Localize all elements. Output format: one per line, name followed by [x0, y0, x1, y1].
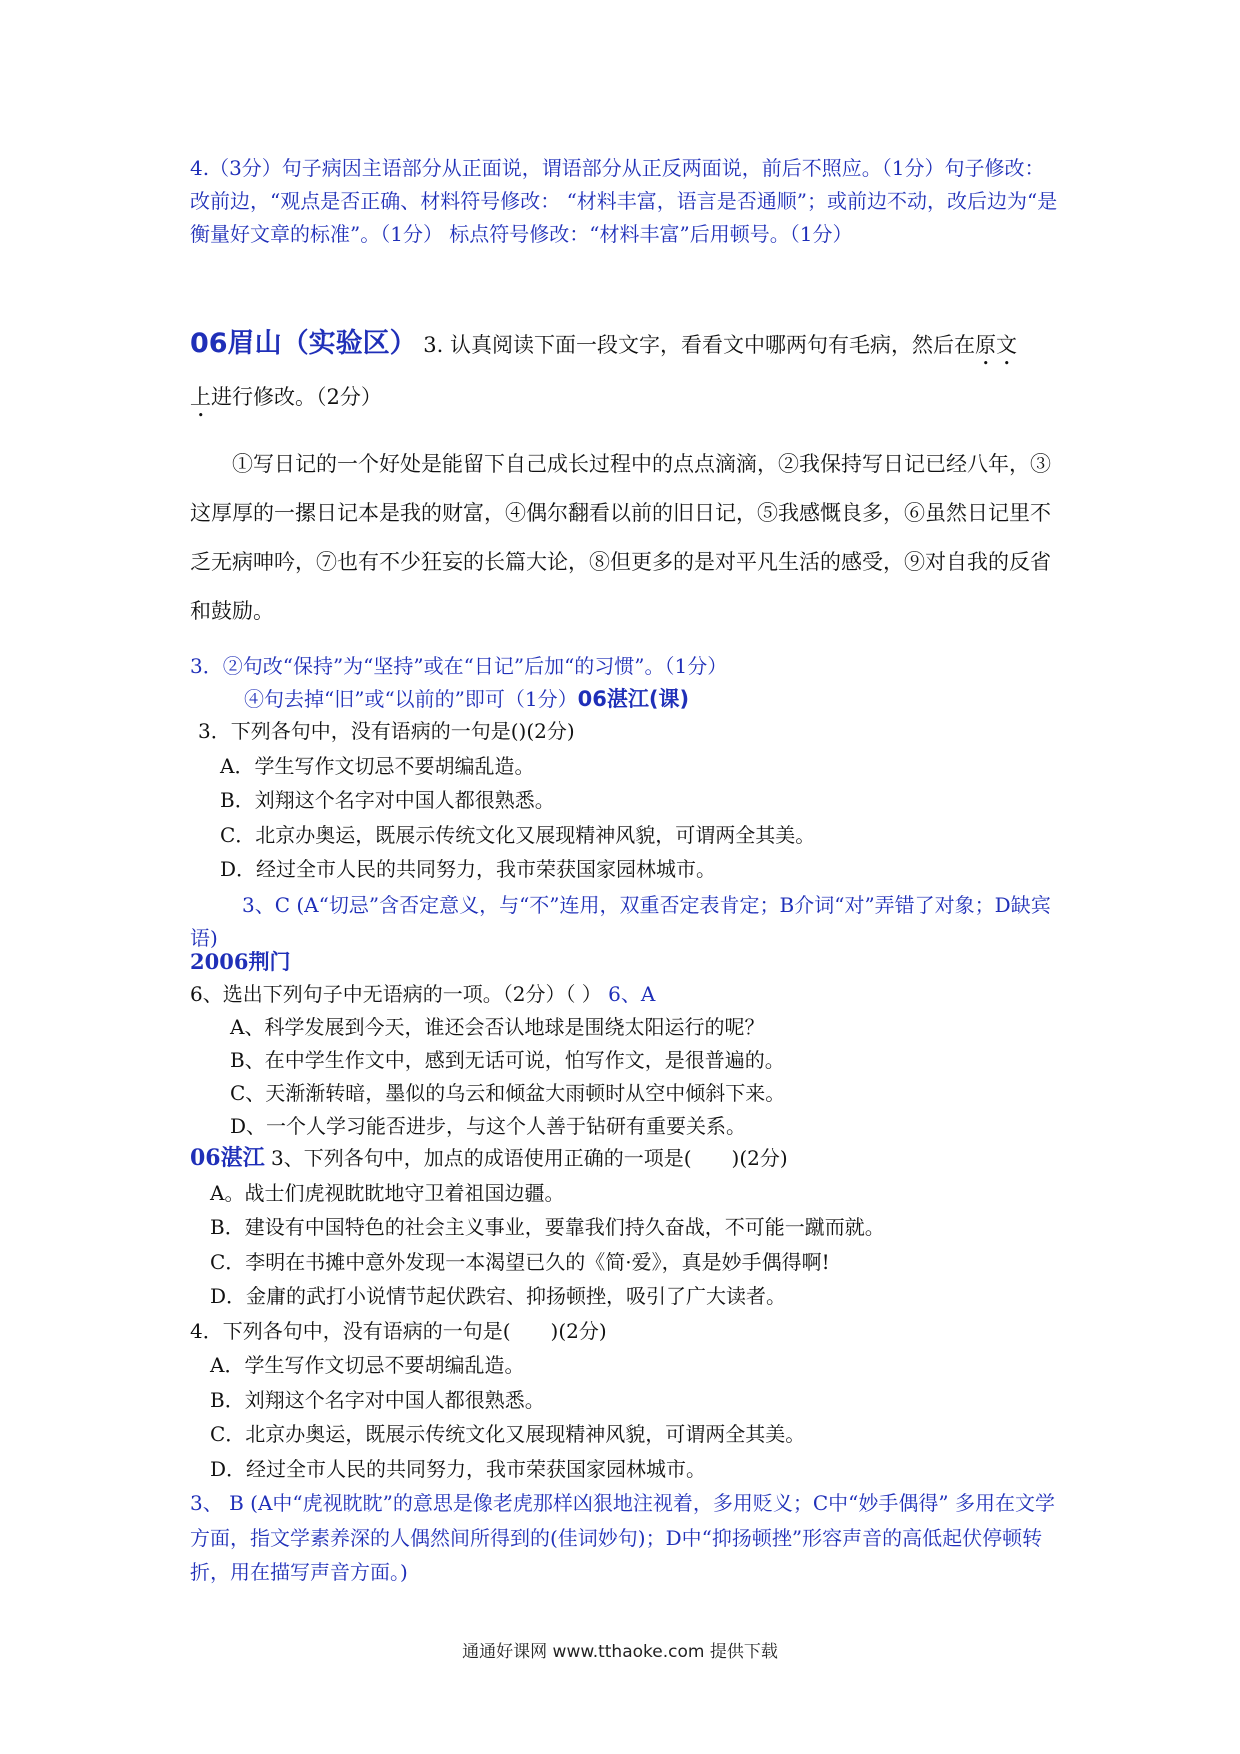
zhanjiang-ke-question: 3．下列各句中，没有语病的一句是()(2分) — [198, 719, 575, 743]
zhanjiang-option-b: B．建设有中国特色的社会主义事业，要靠我们持久奋战，不可能一蹴而就。 — [210, 1215, 885, 1239]
meishan-question-b: 进行修改。（2分） — [211, 385, 382, 409]
meishan-answer-line2-row — [190, 683, 1060, 716]
jingmen-option-d: D、一个人学习能否进步，与这个人善于钻研有重要关系。 — [230, 1114, 747, 1138]
zhanjiang-q2-option-a: A．学生写作文切忌不要胡编乱造。 — [210, 1353, 525, 1377]
zhanjiang-answer: 3、 B (A中“虎视眈眈”的意思是像老虎那样凶狠地注视着，多用贬义；C中“妙手偶得” 多用在文学方面，指文学素养深的人偶然间所得到的(佳词妙句)；D中“抑扬顿挫”形容声音的高低起伏停顿转折，用在描写声音方面。) — [190, 1491, 1055, 1584]
zhanjiang-q2-option-b: B．刘翔这个名字对中国人都很熟悉。 — [210, 1387, 545, 1412]
zhanjiang-ke-option-d: D．经过全市人民的共同努力，我市荣获国家园林城市。 — [220, 857, 717, 881]
zhanjiang-question: 3、下列各句中，加点的成语使用正确的一项是( )(2分) — [270, 1146, 788, 1170]
zhanjiang-ke-option-b: B．刘翔这个名字对中国人都很熟悉。 — [220, 788, 555, 812]
zhanjiang-option-c: C．李明在书摊中意外发现一本渴望已久的《简·爱》，真是妙手偶得啊! — [210, 1249, 830, 1274]
meishan-question-dotted-2: 上 — [190, 385, 211, 409]
zhanjiang-ke-option-c: C．北京办奥运，既展示传统文化又展现精神风貌，可谓两全其美。 — [220, 822, 816, 847]
meishan-section — [190, 318, 1060, 423]
zhanjiang-q2-option-c: C．北京办奥运，既展示传统文化又展现精神风貌，可谓两全其美。 — [210, 1422, 806, 1446]
jingmen-question-row — [190, 978, 1060, 1011]
meishan-question-dotted: 原文 — [974, 333, 1017, 357]
meishan-answer-line1: 3．②句改“保持”为“坚持”或在“日记”后加“的习惯”。（1分） — [190, 654, 728, 678]
jingmen-heading: 2006荆门 — [190, 949, 291, 974]
zhanjiang-question-row — [190, 1141, 1060, 1176]
zhanjiang-ke-option-a: A．学生写作文切忌不要胡编乱造。 — [220, 753, 535, 778]
answer-4-text: 4.（3分）句子病因主语部分从正面说，谓语部分从正反两面说，前后不照应。（1分）句子修改：改前边，“观点是否正确、材料符号修改： “材料丰富，语言是否通顺”；或前边不动，改后边为“是衡量好文章的标准”。（1分） 标点符号修改：“材料丰富”后用顿号。（1分） — [190, 156, 1058, 246]
zhanjiang-q2-option-d: D．经过全市人民的共同努力，我市荣获国家园林城市。 — [210, 1456, 707, 1481]
jingmen-option-c: C、天渐渐转暗，墨似的乌云和倾盆大雨顿时从空中倾斜下来。 — [230, 1081, 786, 1105]
zhanjiang-ke-section — [190, 714, 1060, 955]
page-footer: 通通好课网 www.tthaoke.com 提供下载 — [462, 1642, 778, 1662]
zhanjiang-ke-answer: 3、C (A“切忌”含否定意义，与“不”连用，双重否定表肯定；B介词“对”弄错了对象；D缺宾语) — [190, 892, 1051, 950]
answer-4-block — [190, 152, 1060, 251]
meishan-heading: 06眉山（实验区） — [190, 328, 417, 359]
zhanjiang-question-2: 4．下列各句中，没有语病的一句是( )(2分) — [190, 1318, 607, 1343]
meishan-answer-block — [190, 650, 1060, 716]
zhanjiang-heading: 06湛江 — [190, 1145, 265, 1171]
jingmen-question: 6、选出下列句子中无语病的一项。（2分）（ ） — [190, 982, 602, 1006]
meishan-passage-block — [190, 440, 1060, 636]
jingmen-answer: 6、A — [608, 982, 656, 1006]
zhanjiang-section — [190, 1141, 1060, 1590]
meishan-question — [190, 318, 1060, 423]
jingmen-option-a: A、科学发展到今天，谁还会否认地球是围绕太阳运行的呢？ — [230, 1015, 765, 1039]
jingmen-option-b: B、在中学生作文中，感到无话可说，怕写作文，是很普遍的。 — [230, 1048, 785, 1072]
zhanjiang-option-a: A。战士们虎视眈眈地守卫着祖国边疆。 — [210, 1180, 565, 1205]
meishan-question-a: 3. 认真阅读下面一段文字，看看文中哪两句有毛病，然后在 — [423, 333, 975, 357]
zhanjiang-ke-heading: 06湛江(课) — [577, 687, 690, 711]
meishan-passage: ①写日记的一个好处是能留下自己成长过程中的点点滴滴，②我保持写日记已经八年，③这厚厚的一摞日记本是我的财富，④偶尔翻看以前的旧日记，⑤我感慨良多，⑥虽然日记里不乏无病呻吟，⑦也有不少狂妄的长篇大论，⑧但更多的是对平凡生活的感受，⑨对自我的反省和鼓励。 — [190, 452, 1051, 623]
jingmen-section — [190, 945, 1060, 1143]
zhanjiang-option-d: D．金庸的武打小说情节起伏跌宕、抑扬顿挫，吸引了广大读者。 — [210, 1284, 787, 1308]
meishan-answer-line2: ④句去掉“旧”或“以前的”即可（1分） — [244, 687, 578, 711]
